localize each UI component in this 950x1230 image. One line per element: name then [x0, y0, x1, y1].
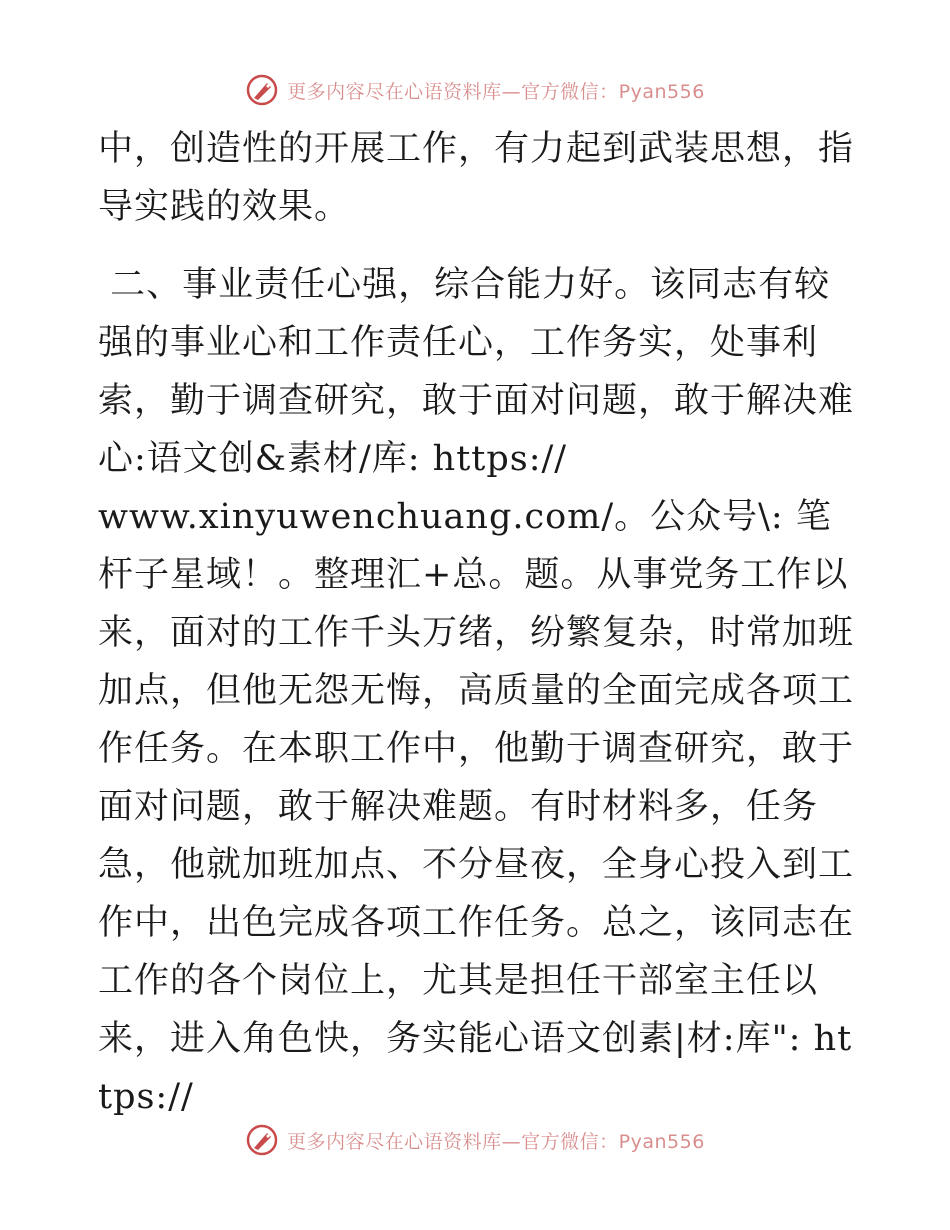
banner-text — [287, 1127, 705, 1154]
paragraph-1: 中，创造性的开展工作，有力起到武装思想，指导实践的效果。 — [98, 129, 855, 227]
footer-banner — [0, 1120, 950, 1160]
paragraph-2: 二、事业责任心强，综合能力好。该同志有较强的事业心和工作责任心，工作务实，处事利索，勤于调查研究，敢于面对问题，敢于解决难心:语文创&素材/库: https:// www.xinyuwenchuang.com/。公众号\: 笔杆子星域！。整理汇+总。题。从事党务工作以来，面对的工作千头万绪，纷繁复杂，时常加班加点，但他无怨无悔，高质量的全面完成各项工作任务。在本职工作中，他勤于调查研究，敢于面对问题，敢于解决难题。有时材料多，任务急，他就加班加点、不分昼夜，全身心投入到工作中，出色完成各项工作任务。总之，该同志在工作的各个岗位上，尤其是担任干部室主任以来，进入角色快，务实能心语文创素|材:库": https:// — [98, 265, 855, 1117]
header-banner — [0, 70, 950, 110]
document-body — [98, 120, 858, 1126]
pen-nib-logo-icon — [245, 73, 279, 107]
banner-wechat-text: 官方微信：Pyan556 — [521, 1130, 705, 1153]
banner-wechat-text: 官方微信：Pyan556 — [521, 80, 705, 103]
banner-main-text: 更多内容尽在心语资料库— — [287, 1130, 522, 1153]
pen-nib-logo-icon — [245, 1123, 279, 1157]
banner-text — [287, 77, 705, 104]
banner-main-text: 更多内容尽在心语资料库— — [287, 80, 522, 103]
